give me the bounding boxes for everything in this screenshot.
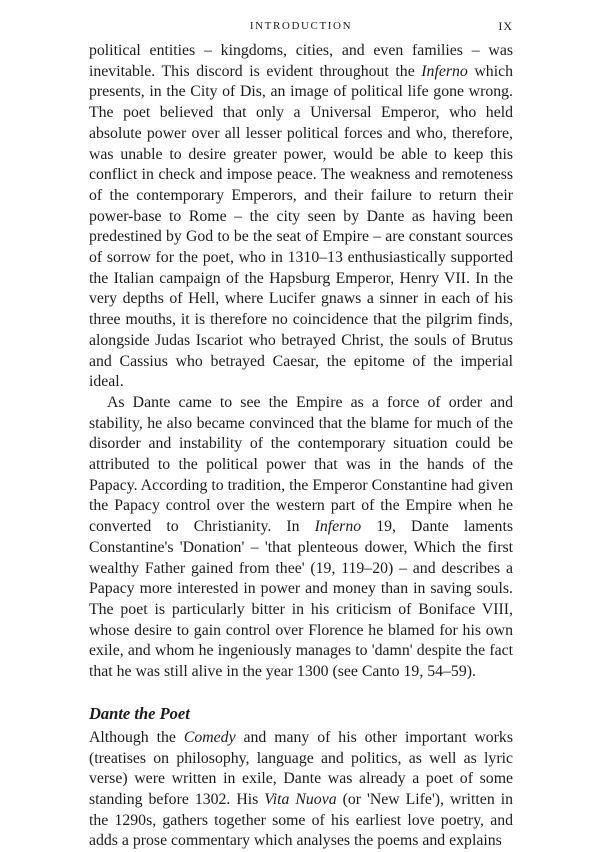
paragraph-text: 19, Dante laments Constantine's 'Donation' – 'that plenteous dower, Which the first wealthy Father gained from thee' (19, 119–20) – and describes a Papacy more interested in power and money than in saving souls. The poet is particularly bitter in his criticism of Boniface VIII, whose desire to gain control over Florence he blamed for his own exile, and whom he ingeniously manages to 'damn' despite the fact that he was still alive in the year 1300 (see Canto 19, 54–59). [89,518,513,681]
paragraph-text: (or 'New Life'), written in the 1290s, gathers together some of his earliest love poetry, and adds a prose commentary which analyses the poems and explains [89,790,513,850]
paragraph-text: political entities – kingdoms, cities, and even families – was inevitable. This discord is evident throughout the [89,42,513,80]
paragraph-text: Although the [89,728,184,746]
work-title: Inferno [421,62,468,80]
page-number: IX [498,19,513,33]
work-title: Comedy [183,728,236,746]
paragraph-text: which presents, in the City of Dis, an image of political life gone wrong. The poet believed that only a Universal Emperor, who held absolute power over all lesser political forces and who, therefore, was unable to desire greater power, would be able to keep this conflict in check and impose peace. The weakness and remoteness of the contemporary Emperors, and their failure to return their power-base to Rome – the city seen by Dante as having been predestined by God to be the seat of Empire – are constant sources of sorrow for the poet, who in 1310–13 enthusiastically supported the Italian campaign of the Hapsburg Emperor, Henry VII. In the very depths of Hell, where Lucifer gnaws a sinner in each of his three mouths, it is therefore no coincidence that the pilgrim finds, alongside Judas Iscariot who betrayed Christ, the souls of Brutus and Cassius who betrayed Caesar, the epitome of the imperial ideal. [89,62,514,391]
running-head [89,20,513,36]
paragraph-empire [89,41,513,393]
section-heading: Dante the Poet [89,703,190,723]
paragraph-papacy [89,393,513,683]
work-title: Vita Nuova [264,790,337,808]
paragraph-text: and many of his other important works (treatises on philosophy, language and politics, as well as lyric verse) were written in exile, Dante was already a poet of some standing before 1302. His [89,728,513,808]
work-title: Inferno [314,518,362,536]
body-text [89,41,513,852]
paragraph-poet [89,728,513,852]
paragraph-text: As Dante came to see the Empire as a force of order and stability, he also became convinced that the blame for much of the disorder and instability of the contemporary situation could be attributed to the political power that was in the hands of the Papacy. According to tradition, the Emperor Constantine had given the Papacy control over the western part of the Empire when he converted to Christianity. In [89,393,513,536]
running-title: INTRODUCTION [249,20,353,32]
